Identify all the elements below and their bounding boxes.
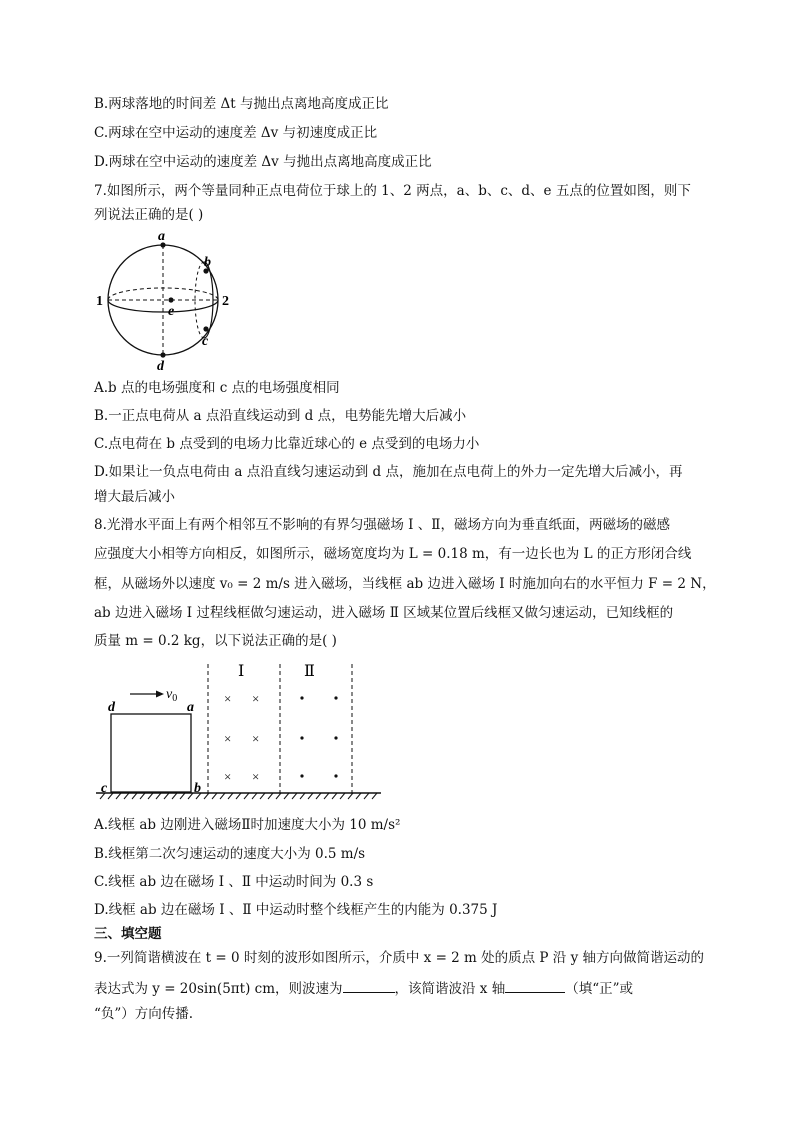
label-c: c: [101, 781, 108, 796]
svg-text:×: ×: [252, 731, 260, 746]
label-v0: $v_0$: [166, 687, 178, 704]
svg-text:×: ×: [252, 769, 260, 784]
q9-text-a: 表达式为 y = 20sin(5πt) cm，则波速为: [94, 981, 343, 997]
q8-stem-line2: 应强度大小相等方向相反，如图所示，磁场宽度均为 L = 0.18 m，有一边长也为 L 的正方形闭合线: [94, 546, 692, 562]
section-3-heading: 三、填空题: [94, 926, 162, 942]
ground-hatching: [100, 793, 377, 799]
q9-line3: “负”）方向传播.: [94, 1006, 194, 1022]
q6-option-b: B.两球落地的时间差 Δt 与抛出点离地高度成正比: [94, 96, 389, 112]
point-d: [160, 352, 165, 357]
q7-option-d-line2: 增大最后减小: [94, 489, 175, 505]
q8-stem-line4: ab 边进入磁场 Ⅰ 过程线框做匀速运动，进入磁场 Ⅱ 区域某位置后线框又做匀速运动，已知线框的: [94, 605, 674, 621]
q9-text-b: ，该简谐波沿 x 轴: [394, 981, 506, 997]
q6-option-c: C.两球在空中运动的速度差 Δv 与初速度成正比: [94, 125, 378, 141]
q6-option-d: D.两球在空中运动的速度差 Δv 与抛出点离地高度成正比: [94, 154, 432, 170]
label-a: a: [187, 700, 194, 715]
region-2-label: Ⅱ: [304, 663, 315, 680]
field-out-of-page-marks: [300, 696, 337, 777]
svg-text:×: ×: [224, 731, 232, 746]
label-1: 1: [96, 294, 103, 309]
q8-option-d: D.线框 ab 边在磁场 Ⅰ 、Ⅱ 中运动时整个线框产生的内能为 0.375 J: [94, 902, 498, 918]
q7-option-b: B.一正点电荷从 a 点沿直线运动到 d 点，电势能先增大后减小: [94, 408, 467, 424]
q8-stem-line3: 框，从磁场外以速度 v₀ = 2 m/s 进入磁场，当线框 ab 边进入磁场 Ⅰ 时施加向右的水平恒力 F = 2 N，: [94, 576, 716, 592]
q9-line1: 9.一列简谐横波在 t = 0 时刻的波形如图所示，介质中 x = 2 m 处的质点 P 沿 y 轴方向做简谐运动的: [94, 950, 705, 966]
q8-option-a: A.线框 ab 边刚进入磁场Ⅱ时加速度大小为 10 m/s²: [94, 817, 401, 833]
q8-option-c: C.线框 ab 边在磁场 Ⅰ 、Ⅱ 中运动时间为 0.3 s: [94, 874, 374, 890]
svg-text:×: ×: [224, 769, 232, 784]
q7-option-c: C.点电荷在 b 点受到的电场力比靠近球心的 e 点受到的电场力小: [94, 436, 480, 452]
q7-stem-line2: 列说法正确的是( ): [94, 207, 204, 223]
q7-option-a: A.b 点的电场强度和 c 点的电场强度相同: [94, 380, 340, 396]
label-c: c: [202, 334, 209, 349]
q9-blank-direction[interactable]: [505, 978, 565, 993]
q7-sphere-figure: [96, 228, 246, 373]
square-frame: [111, 714, 191, 792]
q9-line2: [94, 978, 633, 998]
label-a: a: [158, 229, 165, 244]
q9-text-c: （填“正”或: [565, 981, 634, 997]
label-d: d: [108, 700, 115, 715]
velocity-arrowhead: [156, 691, 164, 698]
label-e: e: [168, 304, 175, 319]
label-b: b: [194, 781, 201, 796]
q8-field-figure: [96, 656, 386, 806]
point-e: [168, 297, 173, 302]
q8-option-b: B.线框第二次匀速运动的速度大小为 0.5 m/s: [94, 846, 366, 862]
q7-stem-line1: 7.如图所示，两个等量同种正点电荷位于球上的 1、2 两点，a、b、c、d、e 五点的位置如图，则下: [94, 183, 691, 199]
svg-text:×: ×: [224, 691, 232, 706]
q9-blank-wave-speed[interactable]: [343, 978, 395, 993]
label-2: 2: [222, 294, 229, 309]
label-b: b: [204, 255, 211, 270]
region-1-label: Ⅰ: [238, 663, 245, 680]
q8-stem-line5: 质量 m = 0.2 kg，以下说法正确的是( ): [94, 633, 337, 649]
q8-stem-line1: 8.光滑水平面上有两个相邻互不影响的有界匀强磁场 Ⅰ 、Ⅱ，磁场方向为垂直纸面，两磁场的磁感: [94, 517, 670, 533]
label-d: d: [157, 359, 164, 373]
field-into-page-marks: [224, 691, 259, 784]
svg-text:×: ×: [252, 691, 260, 706]
point-c: [203, 326, 208, 331]
q7-option-d-line1: D.如果让一负点电荷由 a 点沿直线匀速运动到 d 点，施加在点电荷上的外力一定先增大后减小，再: [94, 464, 683, 480]
